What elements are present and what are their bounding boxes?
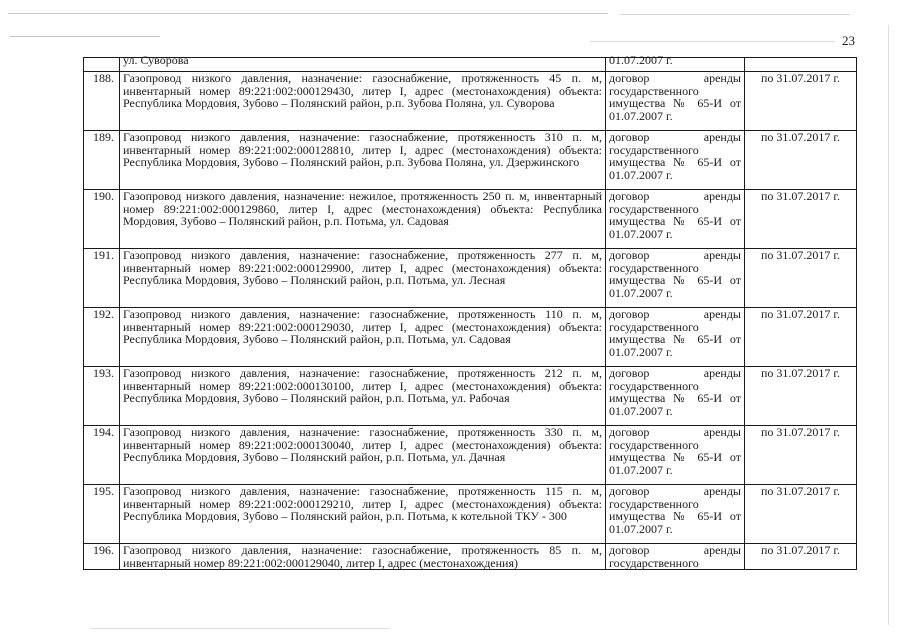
table-row — [84, 544, 857, 570]
description-cell: Газопровод низкого давления, назначение: нежилое, протяженность 250 п. м, инвентарный номер 89:221:002:000129860, литер I, адрес (местонахождения) объекта: Республика Мордовия, Зубово – Полянский район, р.п. Потьма, ул. Садовая — [120, 190, 606, 249]
row-number-cell: 188. — [84, 72, 120, 131]
property-table — [83, 53, 857, 570]
term-cell: по 31.07.2017 г. — [745, 249, 857, 308]
basis-text: 01.07.2007 г. — [609, 53, 673, 67]
term-cell — [745, 58, 857, 72]
table-row — [84, 308, 857, 367]
description-cell: Газопровод низкого давления, назначение: газоснабжение, протяженность 110 п. м, инвентарный номер 89:221:002:000129030, литер I, адрес (местонахождения) объекта: Республика Мордовия, Зубово – Полянский район, р.п. Потьма, ул. Садовая — [120, 308, 606, 367]
scan-artifact-bottom — [90, 628, 390, 629]
table-row — [84, 249, 857, 308]
term-cell: по 31.07.2017 г. — [745, 190, 857, 249]
term-cell: по 31.07.2017 г. — [745, 131, 857, 190]
row-number-cell: 192. — [84, 308, 120, 367]
table-row — [84, 426, 857, 485]
description-cell: Газопровод низкого давления, назначение: газоснабжение, протяженность 277 п. м, инвентарный номер 89:221:002:000129900, литер I, адрес (местонахождения) объекта: Республика Мордовия, Зубово – Полянский район, р.п. Потьма, ул. Лесная — [120, 249, 606, 308]
scan-artifact-top-left — [8, 13, 608, 14]
description-cell: Газопровод низкого давления, назначение: газоснабжение, протяженность 330 п. м, инвентарный номер 89:221:002:000130040, литер I, адрес (местонахождения) объекта: Республика Мордовия, Зубово – Полянский район, р.п. Потьма, ул. Дачная — [120, 426, 606, 485]
row-number-cell: 193. — [84, 367, 120, 426]
description-cell: Газопровод низкого давления, назначение: газоснабжение, протяженность 212 п. м, инвентарный номер 89:221:002:000130100, литер I, адрес (местонахождения) объекта: Республика Мордовия, Зубово – Полянский район, р.п. Потьма, ул. Рабочая — [120, 367, 606, 426]
row-number-cell: 194. — [84, 426, 120, 485]
basis-cell: договор аренды государственного имущества № 65-И от 01.07.2007 г. — [606, 485, 745, 544]
basis-cell — [606, 53, 745, 72]
row-number-cell: 195. — [84, 485, 120, 544]
description-cell: Газопровод низкого давления, назначение: газоснабжение, протяженность 115 п. м, инвентарный номер 89:221:002:000129210, литер I, адрес (местонахождения) объекта: Республика Мордовия, Зубово – Полянский район, р.п. Потьма, к котельной ТКУ - 300 — [120, 485, 606, 544]
term-cell: по 31.07.2017 г. — [745, 485, 857, 544]
basis-cell: договор аренды государственного — [606, 544, 745, 570]
term-cell: по 31.07.2017 г. — [745, 544, 857, 570]
basis-cell: договор аренды государственного имущества № 65-И от 01.07.2007 г. — [606, 249, 745, 308]
term-cell: по 31.07.2017 г. — [745, 367, 857, 426]
basis-cell: договор аренды государственного имущества № 65-И от 01.07.2007 г. — [606, 308, 745, 367]
basis-cell: договор аренды государственного имущества № 65-И от 01.07.2007 г. — [606, 72, 745, 131]
term-cell: по 31.07.2017 г. — [745, 72, 857, 131]
description-text: ул. Суворова — [123, 53, 189, 67]
scan-artifact-right-edge — [888, 25, 889, 625]
table-row — [84, 485, 857, 544]
description-cell: Газопровод низкого давления, назначение: газоснабжение, протяженность 85 п. м, инвентарный номер 89:221:002:000129040, литер I, адрес (местонахождения) — [120, 544, 606, 570]
description-cell: Газопровод низкого давления, назначение: газоснабжение, протяженность 310 п. м, инвентарный номер 89:221:002:000128810, литер I, адрес (местонахождения) объекта: Республика Мордовия, Зубово – Полянский район, р.п. Зубова Поляна, ул. Дзержинского — [120, 131, 606, 190]
description-cell — [120, 53, 606, 72]
scan-artifact-header-left — [10, 36, 160, 37]
table-row — [84, 131, 857, 190]
description-cell: Газопровод низкого давления, назначение: газоснабжение, протяженность 45 п. м, инвентарный номер 89:221:002:000129430, литер I, адрес (местонахождения) объекта: Республика Мордовия, Зубово – Полянский район, р.п. Зубова Поляна, ул. Суворова — [120, 72, 606, 131]
table-row — [84, 72, 857, 131]
table-row — [84, 190, 857, 249]
basis-cell: договор аренды государственного имущества № 65-И от 01.07.2007 г. — [606, 190, 745, 249]
row-number-cell: 190. — [84, 190, 120, 249]
basis-cell: договор аренды государственного имущества № 65-И от 01.07.2007 г. — [606, 426, 745, 485]
row-number-cell: 191. — [84, 249, 120, 308]
row-number-cell — [84, 58, 120, 72]
basis-cell: договор аренды государственного имущества № 65-И от 01.07.2007 г. — [606, 367, 745, 426]
term-cell: по 31.07.2017 г. — [745, 308, 857, 367]
page-number: 23 — [842, 33, 855, 48]
continuation-row — [84, 58, 857, 72]
row-number-cell: 189. — [84, 131, 120, 190]
scan-artifact-top-right — [620, 14, 850, 15]
scan-artifact-header-right — [590, 41, 835, 42]
basis-cell: договор аренды государственного имущества № 65-И от 01.07.2007 г. — [606, 131, 745, 190]
table-row — [84, 367, 857, 426]
term-cell: по 31.07.2017 г. — [745, 426, 857, 485]
row-number-cell: 196. — [84, 544, 120, 570]
